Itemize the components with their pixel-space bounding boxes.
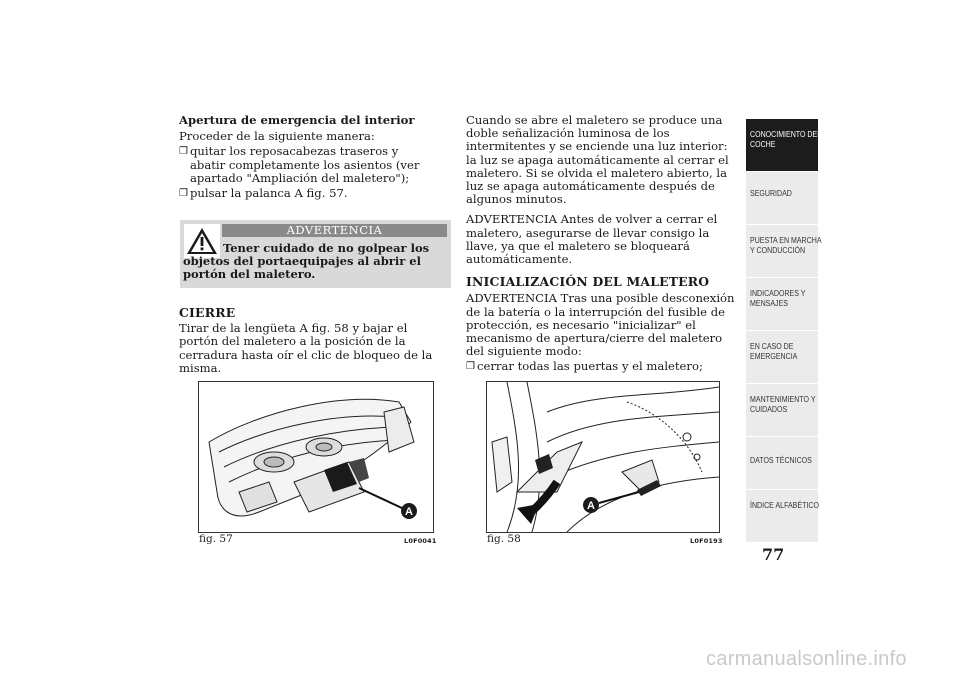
tab-seguridad[interactable]: SEGURIDAD	[746, 171, 818, 224]
list-item	[179, 145, 451, 185]
bullet-text: pulsar la palanca A fig. 57.	[190, 186, 348, 201]
warning-box	[180, 220, 451, 288]
figure-58-code: L0F0193	[690, 537, 723, 545]
initialization-text: ADVERTENCIA Tras una posible desconexión de la batería o la interrupción del fusible de protección, es necesario "inicializar" el mecanismo de apertura/cierre del maletero del siguiente modo:	[466, 291, 735, 359]
tab-indice-alfabetico[interactable]: ÍNDICE ALFABÉTICO	[746, 489, 818, 542]
page-number: 77	[762, 545, 785, 564]
list-item	[466, 360, 736, 373]
tab-en-caso-de-emergencia[interactable]: EN CASO DE EMERGENCIA	[746, 330, 818, 383]
tab-indicadores-y-mensajes[interactable]: INDICADORES Y MENSAJES	[746, 277, 818, 330]
warning-text: Tener cuidado de no golpear los objetos del portaequipajes al abrir el portón del maletero.	[183, 241, 430, 281]
closing-heading: CIERRE	[179, 305, 236, 320]
label-a: A	[405, 506, 413, 518]
closing-text: Tirar de la lengüeta A fig. 58 y bajar el portón del maletero a la posición de la cerradura hasta oír el clic de bloqueo de la misma.	[179, 321, 433, 375]
initialization-heading: INICIALIZACIÓN DEL MALETERO	[466, 274, 710, 290]
bullet-text: quitar los reposacabezas traseros y abatir completamente los asientos (ver apartado "Ampliación del maletero");	[190, 144, 420, 185]
left-column	[179, 114, 451, 200]
watermark: carmanualsonline.info	[706, 648, 907, 670]
tab-datos-tecnicos[interactable]: DATOS TÉCNICOS	[746, 436, 818, 489]
figure-57-caption: fig. 57	[199, 533, 233, 545]
intro-text: Proceder de la siguiente manera:	[179, 129, 375, 144]
list-item	[179, 187, 451, 200]
figure-57-image	[198, 381, 434, 533]
warning-title: ADVERTENCIA	[222, 224, 447, 237]
emergency-opening-heading: Apertura de emergencia del interior	[179, 113, 415, 127]
bullet-checkbox-icon: ❐	[179, 188, 188, 200]
tab-conocimiento-del-coche[interactable]: CONOCIMIENTO DEL COCHE	[746, 118, 818, 171]
closing-section	[179, 306, 451, 375]
right-column	[466, 114, 736, 374]
trunk-tab-illustration	[487, 382, 719, 532]
trunk-light-text: Cuando se abre el maletero se produce una doble señalización luminosa de los intermitentes y se enciende una luz interior: la luz se apaga automáticamente al cerrar el maletero. Si se olvida el maletero abierto, la luz se apaga automáticamente después de algunos minutos.	[466, 113, 729, 207]
figure-58-image	[486, 381, 720, 533]
figure-57-code: L0F0041	[404, 537, 437, 545]
label-a: A	[587, 500, 595, 512]
key-warning-text: ADVERTENCIA Antes de volver a cerrar el maletero, asegurarse de llevar consigo la llave, ya que el maletero se bloqueará automáticamente.	[466, 212, 718, 267]
bullet-text: cerrar todas las puertas y el maletero;	[477, 359, 703, 374]
tab-puesta-en-marcha[interactable]: PUESTA EN MARCHA Y CONDUCCIÓN	[746, 224, 818, 277]
trunk-lever-illustration	[199, 382, 433, 532]
tab-mantenimiento-y-cuidados[interactable]: MANTENIMIENTO Y CUIDADOS	[746, 383, 818, 436]
figure-58-caption: fig. 58	[487, 533, 521, 545]
bullet-checkbox-icon: ❐	[179, 146, 188, 158]
bullet-checkbox-icon: ❐	[466, 361, 475, 373]
